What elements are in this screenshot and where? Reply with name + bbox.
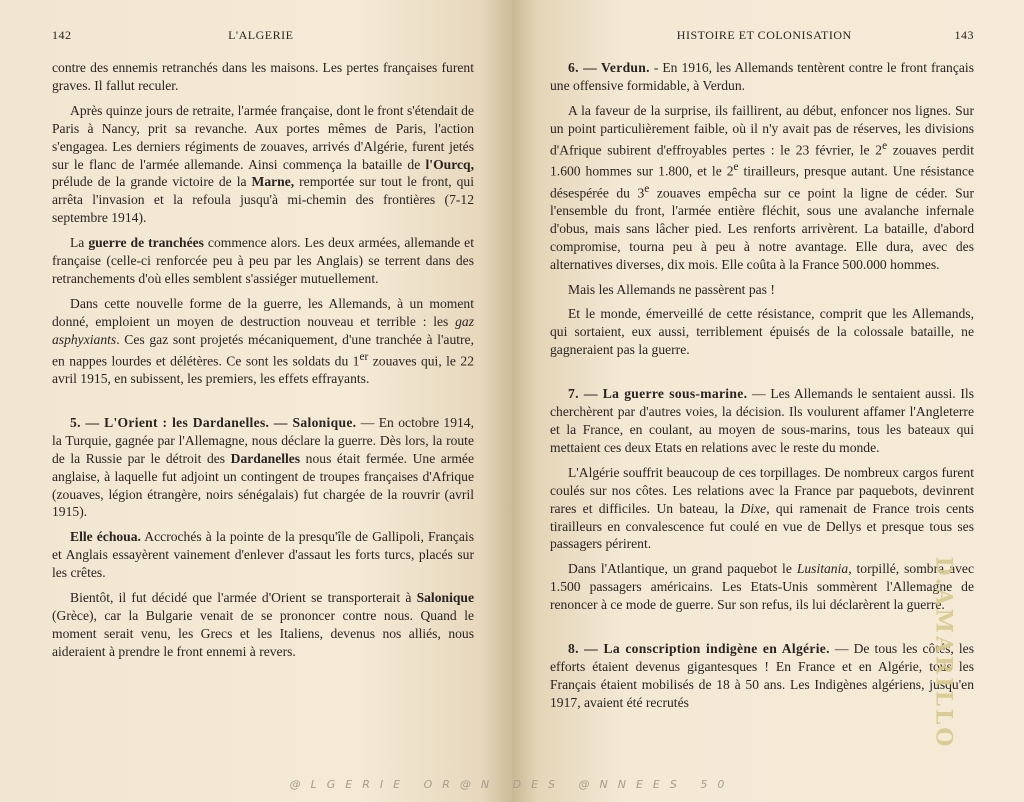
- section-5: 5. — L'Orient : les Dardanelles. — Salonique. — En octobre 1914, la Turquie, gagnée par l'Allemagne, nous déclare la guerre. Dès lors, la route de la Russie par le détroit des Dardanelles nous était fermée. Une armée anglaise, à laquelle fut adjoint un contingent de troupes françaises d'Afrique (zouaves, légion étrangère, noirs sénégalais) fut chargée de la rouvrir (avril 1915).: [52, 414, 475, 520]
- left-running-head: [52, 28, 474, 43]
- section-5-title: 5. — L'Orient : les Dardanelles. — Salonique.: [70, 414, 357, 430]
- collector-stamp: D.AMARILLO: [930, 556, 957, 750]
- right-running-title: HISTOIRE ET COLONISATION: [676, 28, 852, 42]
- paragraph: A la faveur de la surprise, ils faillirent, au début, enfoncer nos lignes. Sur un point particulièrement faible, où il n'y avait pas de réserves, les divisions d'Afrique subirent d'effroyables pertes : le 23 février, le 2e zouaves perdit 1.600 hommes sur 1.800, et le 2e tirailleurs, presque autant. Une résistance désespérée du 3e zouaves empêcha sur ce point la ligne de céder. Sur l'ensemble du front, l'armée entière fléchit, sous une avalanche infernale d'obus, mais sans lâcher pied. Les renforts arrivèrent. La bataille, d'abord compromise, tourna peu à peu à notre avantage. Elle dura, avec des alternatives diverses, dix mois. Elle coûta à la France 500.000 hommes.: [550, 102, 975, 272]
- paragraph: Et le monde, émerveillé de cette résistance, comprit que les Allemands, qui sortaient, eux aussi, terriblement épuisés de la colossale bataille, ne gagneraient pas la guerre.: [550, 306, 974, 358]
- right-page-number: 143: [954, 28, 974, 42]
- paragraph: L'Algérie souffrit beaucoup de ces torpillages. De nombreux cargos furent coulés sur nos côtes. Les relations avec la France par paquebots, devinrent rares et difficiles. Un bateau, la Dixe, qui ramenait de France trois cents tirailleurs en convalescence fut coulé en vue de Dellys et presque tous ses passagers périrent.: [550, 464, 975, 552]
- right-running-head: [550, 28, 974, 43]
- paragraph: Dans cette nouvelle forme de la guerre, les Allemands, à un moment donné, emploient un moyen de destruction nouveau et terrible : les gaz asphyxiants. Ces gaz sont projetés mécaniquement, d'une tranchée à l'autre, en nappes lourdes et délétères. Ce sont les soldats du 1er zouaves qui, le 22 avril 1915, en subissent, les premiers, les effets effrayants.: [52, 295, 474, 387]
- section-7: 7. — La guerre sous-marine. — Les Allemands le sentaient aussi. Ils cherchèrent par d'autres voies, la décision. Ils voulurent affamer l'Angleterre et la France, en coulant, au moyen de sous-marins, tous les bateaux qui mettaient ces deux Etats en relations avec le reste du monde.: [550, 386, 974, 455]
- paragraph: Bientôt, il fut décidé que l'armée d'Orient se transporterait à Salonique (Grèce), car la Bulgarie venait de se prononcer contre nous. Quand le moment serait venu, les Grecs et les Italiens, devenus nos alliés, nous aideraient à prendre le front ennemi à revers.: [52, 590, 474, 659]
- paragraph: contre des ennemis retranchés dans les maisons. Les pertes françaises furent graves. Il fallut reculer.: [52, 60, 474, 93]
- paragraph: Mais les Allemands ne passèrent pas !: [568, 281, 775, 297]
- section-7-title: 7. — La guerre sous-marine.: [568, 386, 748, 402]
- left-page-text: [52, 59, 474, 661]
- right-page: [512, 0, 1024, 802]
- paragraph: Dans l'Atlantique, un grand paquebot le Lusitania, torpillé, sombra avec 1.500 passagers américains. Les Etats-Unis sommèrent l'Allemagne de renoncer à ce mode de guerre. Sur son refus, ils lui déclarèrent la guerre.: [550, 561, 974, 613]
- paragraph: La guerre de tranchées commence alors. Les deux armées, allemande et française (celle-ci renforcée peu à peu par les Anglais) se terrent dans des retranchements d'où elles semblent s'assiéger mutuellement.: [52, 235, 474, 286]
- watermark: @LGERIE OR@N DES @NNEES 50: [289, 778, 735, 791]
- section-8-title: 8. — La conscription indigène en Algérie.: [568, 641, 830, 657]
- paragraph: Après quinze jours de retraite, l'armée française, dont le front s'étendait de Paris à Nancy, prit sa revanche. Aux portes mêmes de Paris, l'action s'engagea. Les derniers régiments de zouaves, arrivés d'Algérie, furent jetés sur le flanc de l'armée allemande. Ainsi commença la bataille de l'Ourcq, prélude de la grande victoire de la Marne, remportée sur tout le front, qui arrêta l'invasion et la refoula jusqu'à mi-chemin des frontières (7-12 septembre 1914).: [52, 102, 474, 226]
- left-running-title: L'ALGERIE: [228, 28, 294, 42]
- right-page-text: [550, 59, 974, 712]
- left-page-number: 142: [52, 28, 72, 42]
- section-6: 6. — Verdun. - En 1916, les Allemands tentèrent contre le front français une offensive formidable, à Verdun.: [550, 60, 974, 93]
- section-6-title: 6. — Verdun.: [568, 60, 650, 75]
- section-8: 8. — La conscription indigène en Algérie. — De tous les côtés, les efforts étaient devenus gigantesques ! En France et en Algérie, tous les Français étaient mobilisés de 18 à 50 ans. Les Indigènes algériens, jusqu'en 1917, avaient été recrutés: [550, 641, 975, 710]
- paragraph: Elle échoua. Accrochés à la pointe de la presqu'île de Gallipoli, Français et Anglais essayèrent vainement d'enlever d'assaut les forts turcs, placés sur les crêtes.: [52, 529, 474, 581]
